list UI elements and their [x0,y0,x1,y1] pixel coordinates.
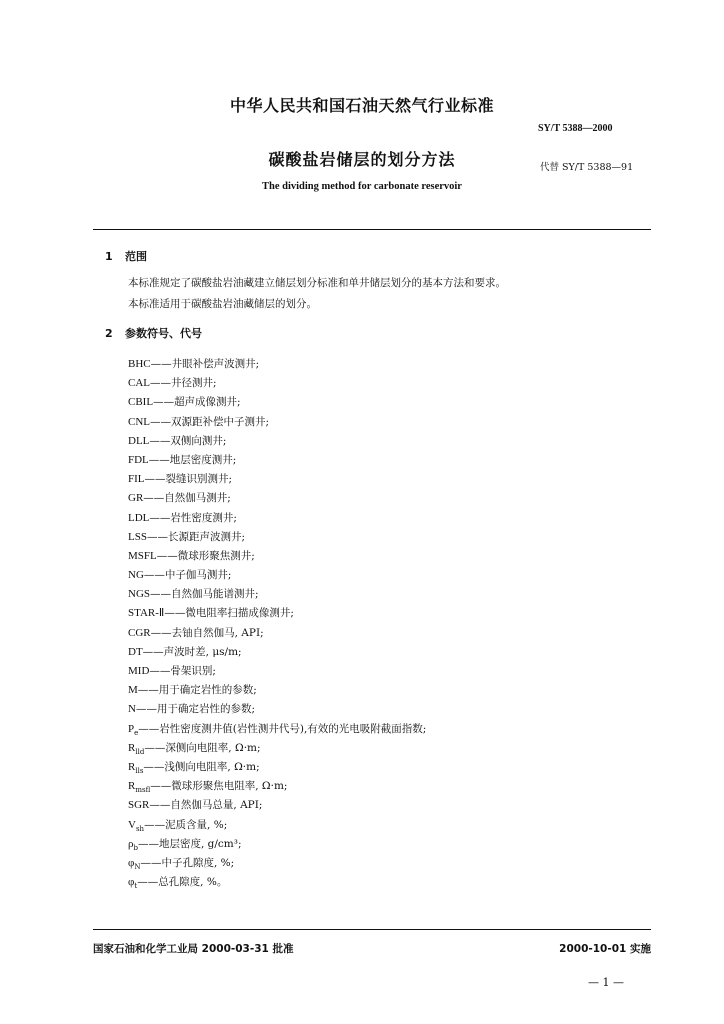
replaces-code: 代替 SY/T 5388—91 [540,162,634,173]
symbol-code: R [128,780,136,793]
symbol-description: ——声波时差, μs/m; [142,645,242,658]
symbol-description: ——地层密度, g/cm³; [137,837,242,850]
symbol-code: φ [128,856,135,869]
symbol-definition [128,585,426,604]
symbol-subscript: e [134,728,139,737]
symbol-description: ——双源距补偿中子测井; [150,415,270,428]
symbol-definition [128,643,426,662]
symbol-definition [128,355,426,374]
symbol-description: ——微球形聚焦电阻率, Ω·m; [150,780,288,793]
document-title: 碳酸盐岩储层的划分方法 [268,150,456,169]
section-number: 2 [105,327,113,340]
symbol-description: ——去铀自然伽马, API; [150,626,264,639]
symbol-subscript: lld [135,747,145,756]
scope-paragraph-1: 本标准规定了碳酸盐岩油藏建立储层划分标准和单井储层划分的基本方法和要求。 [128,277,506,289]
symbol-description: ——微电阻率扫描成像测井; [164,607,294,620]
symbol-code: φ [128,876,135,889]
symbol-code: CAL [128,377,150,390]
symbol-definition [128,393,426,412]
symbol-description: ——用于确定岩性的参数; [135,703,255,716]
symbol-description: ——地层密度测井; [148,453,237,466]
symbol-definition [128,470,426,489]
symbol-definition [128,451,426,470]
symbol-code: FDL [128,453,149,466]
symbol-code: CBIL [128,396,154,409]
symbol-description: ——用于确定岩性的参数; [137,684,257,697]
symbol-description: ——长源距声波测井; [146,530,246,543]
symbol-description: ——深侧向电阻率, Ω·m; [144,741,261,754]
symbol-code: CNL [128,415,150,428]
symbol-definition [128,854,426,873]
symbol-definition [128,509,426,528]
symbol-code: M [128,684,138,697]
symbol-description: ——井径测井; [150,377,217,390]
symbol-code: MSFL [128,549,157,562]
symbol-code: R [128,741,136,754]
symbol-description: ——自然伽马总量, API; [149,799,263,812]
symbol-definition [128,739,426,758]
symbol-description: ——自然伽马测井; [143,492,231,505]
section-2-heading [105,325,202,341]
symbol-description: ——超声成像测井; [153,396,241,409]
symbol-definition [128,720,426,739]
symbol-description: ——中子伽马测井; [143,569,232,582]
symbol-definition [128,758,426,777]
symbol-description: ——浅侧向电阻率, Ω·m; [143,760,260,773]
symbol-definition [128,681,426,700]
symbol-code: BHC [128,358,151,370]
symbol-definition [128,489,426,508]
symbol-description: ——裂缝识别测井; [144,473,233,486]
symbol-code: NGS [128,588,151,601]
symbol-code: MID [128,665,150,677]
symbol-code: ρ [128,837,134,850]
symbol-definition [128,604,426,623]
symbol-description: ——中子孔隙度, %; [140,856,235,869]
symbol-definition [128,796,426,815]
symbol-code: R [128,760,136,773]
footer-divider [93,929,651,930]
header-divider [93,229,651,230]
symbol-definition [128,566,426,585]
symbol-definition [128,662,426,681]
section-title: 范围 [125,250,147,263]
symbol-code: FIL [128,473,145,486]
symbol-description: ——双侧向测井; [149,434,227,447]
symbol-code: N [128,703,136,716]
english-title: The dividing method for carbonate reservoir [262,181,462,192]
symbol-subscript: sh [135,824,145,833]
symbol-code: LSS [128,530,147,543]
symbol-description: ——总孔隙度, %。 [137,876,228,889]
symbol-definition [128,528,426,547]
symbol-description: ——泥质含量, %; [144,818,228,831]
symbol-description: ——自然伽马能谱测井; [150,588,259,601]
symbol-code: NG [128,569,144,582]
implementation-date: 2000-10-01 实施 [559,943,651,955]
symbol-code: V [128,818,136,831]
symbol-description: ——岩性密度测井值(岩性测井代号),有效的光电吸附截面指数; [138,722,427,735]
symbol-code: LDL [128,511,150,524]
symbol-definition [128,816,426,835]
industry-standard-heading: 中华人民共和国石油天然气行业标准 [229,96,494,115]
standard-code: SY/T 5388—2000 [538,123,613,134]
symbol-subscript: t [134,882,138,891]
symbol-description: ——骨架识别; [149,665,216,677]
symbol-code: STAR-Ⅱ [128,607,165,620]
section-1-heading [105,248,147,264]
symbol-definition [128,374,426,393]
symbol-description: ——微球形聚焦测井; [156,549,255,562]
symbol-code: CGR [128,626,151,639]
section-number: 1 [105,250,113,263]
symbol-code: DT [128,645,143,658]
scope-paragraph-2: 本标准适用于碳酸盐岩油藏储层的划分。 [128,298,317,310]
symbol-subscript: N [134,862,141,871]
symbol-definition [128,700,426,719]
symbol-definition [128,547,426,566]
symbol-definition [128,835,426,854]
symbol-definition [128,624,426,643]
approval-date: 国家石油和化学工业局 2000-03-31 批准 [93,943,294,955]
page-number: — 1 — [588,976,624,989]
symbol-definition [128,777,426,796]
symbol-definition [128,413,426,432]
symbol-subscript: msfl [135,786,151,795]
symbol-definition [128,432,426,451]
symbol-code: DLL [128,434,150,447]
symbol-code: SGR [128,799,150,812]
symbol-description: ——井眼补偿声波测井; [150,358,260,370]
symbol-list [128,355,426,892]
section-title: 参数符号、代号 [125,327,202,340]
symbol-code: GR [128,492,144,505]
symbol-definition [128,873,426,892]
symbol-subscript: b [133,843,138,852]
symbol-description: ——岩性密度测井; [149,511,237,524]
symbol-code: P [128,722,135,735]
symbol-subscript: lls [135,767,144,776]
